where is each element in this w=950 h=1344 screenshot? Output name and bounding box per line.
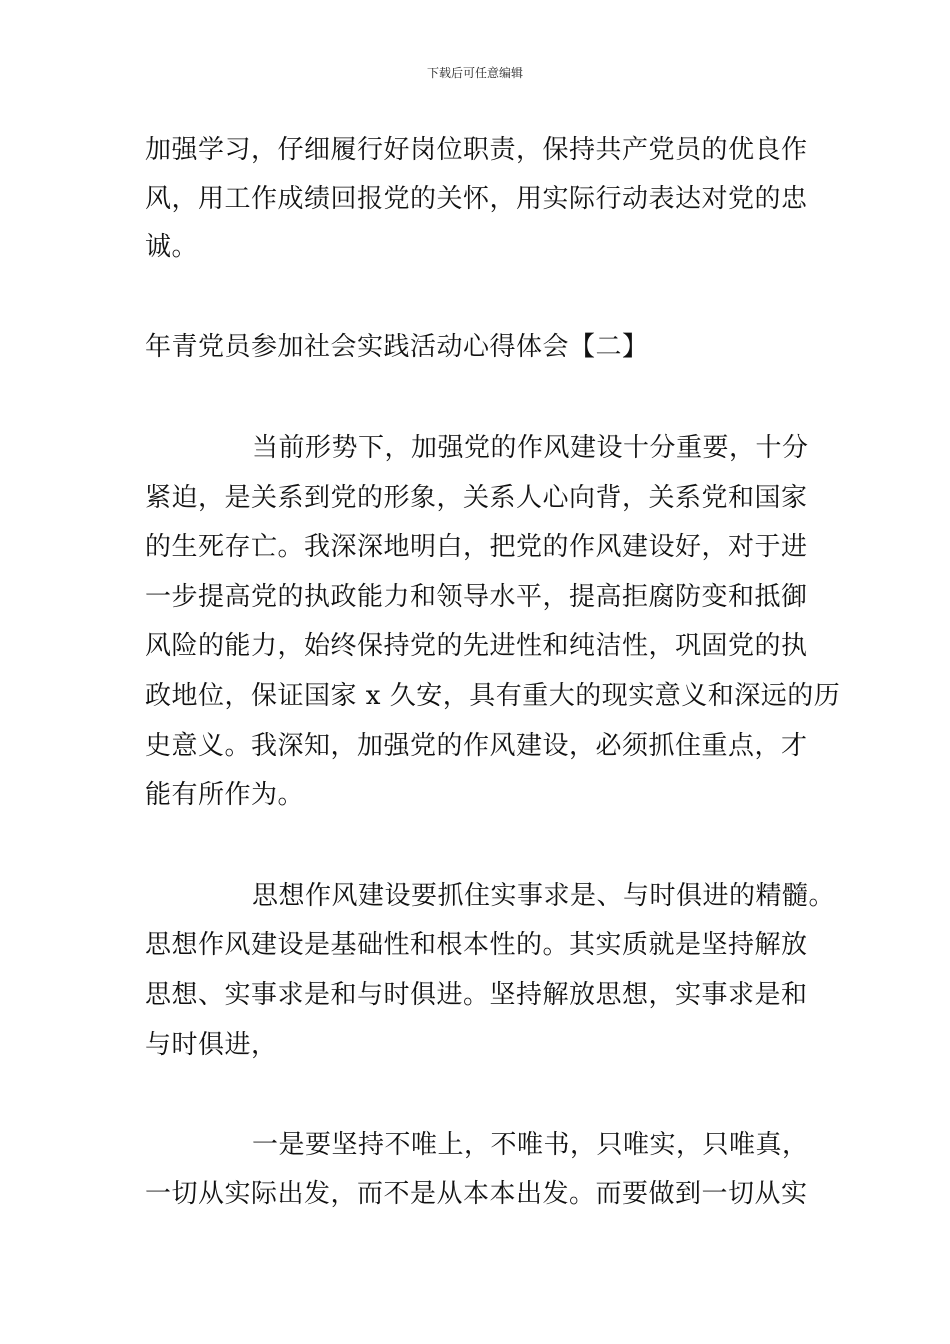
- page-header: 下载后可任意编辑: [426, 66, 523, 80]
- text-line: 风险的能力，始终保持党的先进性和纯洁性，巩固党的执: [145, 631, 808, 661]
- text-line: 一步提高党的执政能力和领导水平，提高拒腐防变和抵御: [145, 582, 808, 612]
- text-line: 的生死存亡。我深深地明白，把党的作风建设好，对于进: [145, 532, 808, 562]
- text-line: 当前形势下，加强党的作风建设十分重要，十分: [252, 433, 809, 463]
- text-line: 政地位，保证国家 x 久安，具有重大的现实意义和深远的历: [145, 681, 841, 711]
- text-line: 能有所作为。: [145, 780, 305, 810]
- text-line: 一是要坚持不唯上，不唯书，只唯实，只唯真，: [252, 1130, 809, 1160]
- text-line: 思想作风建设要抓住实事求是、与时俱进的精髓。: [252, 881, 836, 911]
- text-line: 紧迫，是关系到党的形象，关系人心向背，关系党和国家: [145, 483, 808, 513]
- text-line: 诚。: [145, 232, 199, 262]
- text-line: 一切从实际出发，而不是从本本出发。而要做到一切从实: [145, 1179, 808, 1209]
- text-line: 思想作风建设是基础性和根本性的。其实质就是坚持解放: [145, 930, 808, 960]
- text-line: 思想、实事求是和与时俱进。坚持解放思想，实事求是和: [145, 980, 808, 1010]
- text-line: 加强学习，仔细履行好岗位职责，保持共产党员的优良作: [145, 135, 808, 165]
- section-heading: 年青党员参加社会实践活动心得体会【二】: [145, 332, 649, 362]
- text-line: 风，用工作成绩回报党的关怀，用实际行动表达对党的忠: [145, 184, 808, 214]
- text-line: 史意义。我深知，加强党的作风建设，必须抓住重点，才: [145, 731, 808, 761]
- text-line: 与时俱进，: [145, 1030, 278, 1060]
